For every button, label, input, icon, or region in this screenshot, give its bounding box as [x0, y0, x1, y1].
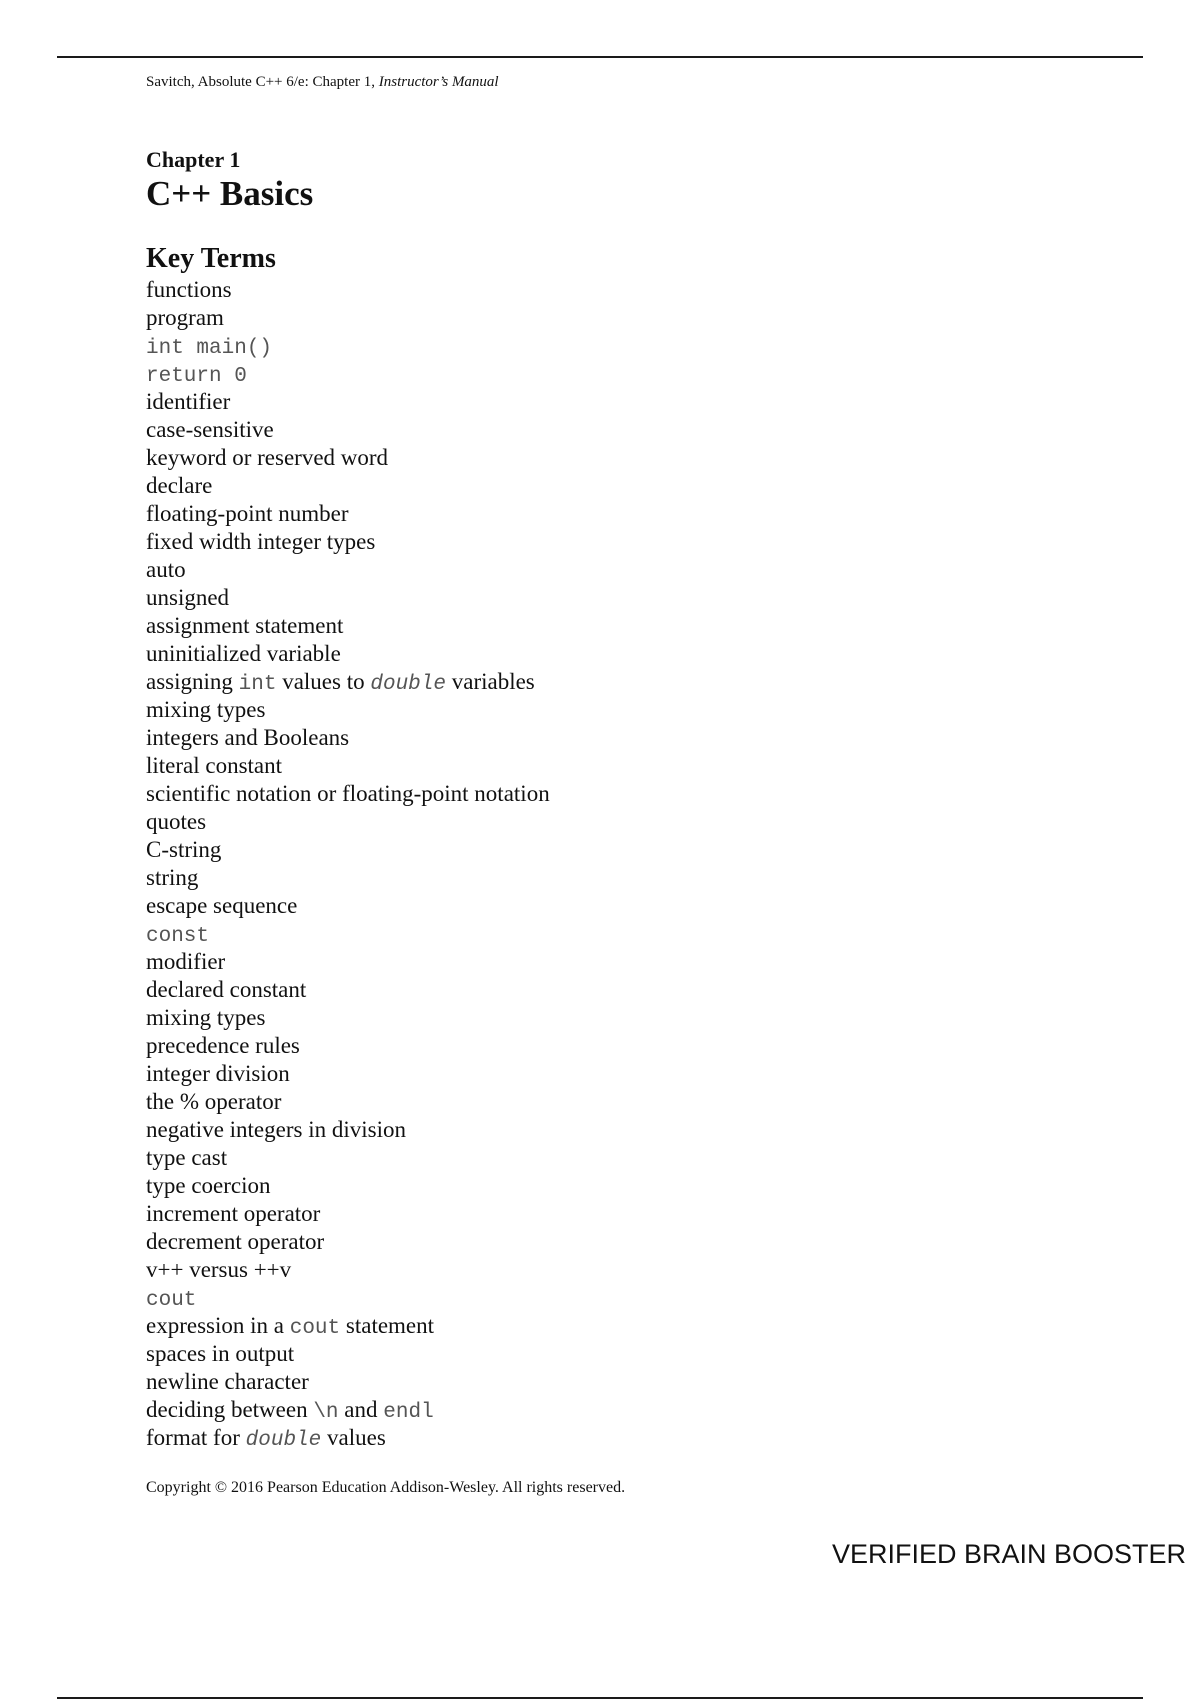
key-term-item: [146, 1340, 550, 1368]
key-term-text: expression in a: [146, 1313, 290, 1338]
chapter-title: C++ Basics: [146, 174, 314, 213]
key-term-item: [146, 360, 550, 388]
key-term-text: mixing types: [146, 697, 266, 722]
key-term-text: uninitialized variable: [146, 641, 341, 666]
key-term-code: cout: [146, 1289, 197, 1312]
key-term-text: functions: [146, 277, 232, 302]
key-term-code: int: [238, 673, 277, 696]
key-term-text: C-string: [146, 837, 222, 862]
key-term-item: [146, 724, 550, 752]
key-term-item: [146, 416, 550, 444]
key-term-item: [146, 1032, 550, 1060]
key-term-item: [146, 276, 550, 304]
key-term-item: [146, 1396, 550, 1424]
key-term-item: [146, 1200, 550, 1228]
key-term-text: decrement operator: [146, 1229, 325, 1254]
key-term-text: unsigned: [146, 585, 230, 610]
running-header: [146, 73, 499, 91]
key-term-text: spaces in output: [146, 1341, 295, 1366]
key-term-text: string: [146, 865, 199, 890]
key-term-item: [146, 1116, 550, 1144]
key-term-item: [146, 444, 550, 472]
key-term-code: double: [245, 1429, 322, 1452]
key-term-item: [146, 528, 550, 556]
key-term-text: quotes: [146, 809, 207, 834]
key-term-item: [146, 388, 550, 416]
key-term-text: and: [338, 1397, 384, 1422]
key-term-text: v++ versus ++v: [146, 1257, 292, 1282]
key-term-text: identifier: [146, 389, 231, 414]
key-term-item: [146, 1144, 550, 1172]
key-term-code: const: [146, 925, 210, 948]
key-term-item: [146, 864, 550, 892]
key-term-item: [146, 752, 550, 780]
key-term-code: return 0: [146, 365, 247, 388]
key-term-item: [146, 696, 550, 724]
key-term-text: format for: [146, 1425, 246, 1450]
key-term-text: type cast: [146, 1145, 228, 1170]
key-term-item: [146, 668, 550, 696]
key-term-item: [146, 556, 550, 584]
key-term-code: endl: [383, 1401, 434, 1424]
bottom-rule: [57, 1697, 1143, 1699]
key-term-item: [146, 920, 550, 948]
key-term-item: [146, 1088, 550, 1116]
key-term-text: case-sensitive: [146, 417, 274, 442]
key-term-text: precedence rules: [146, 1033, 300, 1058]
key-term-text: integer division: [146, 1061, 290, 1086]
key-term-item: [146, 332, 550, 360]
key-term-item: [146, 472, 550, 500]
key-term-text: floating-point number: [146, 501, 349, 526]
key-term-text: keyword or reserved word: [146, 445, 389, 470]
key-term-text: auto: [146, 557, 186, 582]
watermark-text: VERIFIED BRAIN BOOSTER: [832, 1539, 1187, 1569]
key-term-text: increment operator: [146, 1201, 321, 1226]
key-term-code: cout: [289, 1317, 341, 1340]
key-term-text: statement: [340, 1313, 435, 1338]
key-term-item: [146, 948, 550, 976]
key-term-item: [146, 1228, 550, 1256]
key-term-item: [146, 1060, 550, 1088]
key-term-item: [146, 976, 550, 1004]
key-term-item: [146, 612, 550, 640]
running-header-italic: Instructor’s Manual: [378, 74, 499, 90]
key-term-item: [146, 640, 550, 668]
key-terms-heading: Key Terms: [146, 243, 276, 274]
key-term-text: the % operator: [146, 1089, 282, 1114]
key-term-text: negative integers in division: [146, 1117, 406, 1142]
key-term-item: [146, 892, 550, 920]
key-term-item: [146, 1284, 550, 1312]
key-term-text: values: [321, 1425, 386, 1450]
key-term-text: mixing types: [146, 1005, 266, 1030]
key-term-text: literal constant: [146, 753, 283, 778]
key-term-text: escape sequence: [146, 893, 298, 918]
key-term-code: double: [370, 673, 446, 696]
key-term-item: [146, 304, 550, 332]
key-term-item: [146, 1424, 550, 1452]
key-term-text: deciding between: [146, 1397, 314, 1422]
key-term-text: declare: [146, 473, 213, 498]
key-term-text: fixed width integer types: [146, 529, 376, 554]
key-term-item: [146, 500, 550, 528]
key-term-item: [146, 584, 550, 612]
key-term-text: newline character: [146, 1369, 309, 1394]
key-term-text: modifier: [146, 949, 226, 974]
key-term-text: variables: [445, 669, 535, 694]
key-term-text: assigning: [146, 669, 239, 694]
key-term-item: [146, 1312, 550, 1340]
top-rule: [57, 56, 1143, 58]
key-term-code: int main(): [146, 337, 273, 360]
chapter-label: Chapter 1: [146, 147, 241, 172]
key-term-item: [146, 836, 550, 864]
key-term-item: [146, 808, 550, 836]
key-term-text: program: [146, 305, 224, 330]
key-term-item: [146, 1004, 550, 1032]
key-terms-list: [146, 276, 550, 1452]
key-term-text: integers and Booleans: [146, 725, 350, 750]
key-term-text: values to: [276, 669, 371, 694]
running-header-text: Savitch, Absolute C++ 6/e: Chapter 1,: [146, 74, 379, 90]
key-term-text: type coercion: [146, 1173, 271, 1198]
key-term-code: \n: [313, 1401, 339, 1424]
key-term-text: scientific notation or floating-point notation: [146, 781, 550, 806]
key-term-text: declared constant: [146, 977, 307, 1002]
copyright-notice: Copyright © 2016 Pearson Education Addison-Wesley. All rights reserved.: [146, 1479, 626, 1496]
key-term-text: assignment statement: [146, 613, 344, 638]
key-term-item: [146, 1172, 550, 1200]
key-term-item: [146, 1256, 550, 1284]
key-term-item: [146, 780, 550, 808]
key-term-item: [146, 1368, 550, 1396]
